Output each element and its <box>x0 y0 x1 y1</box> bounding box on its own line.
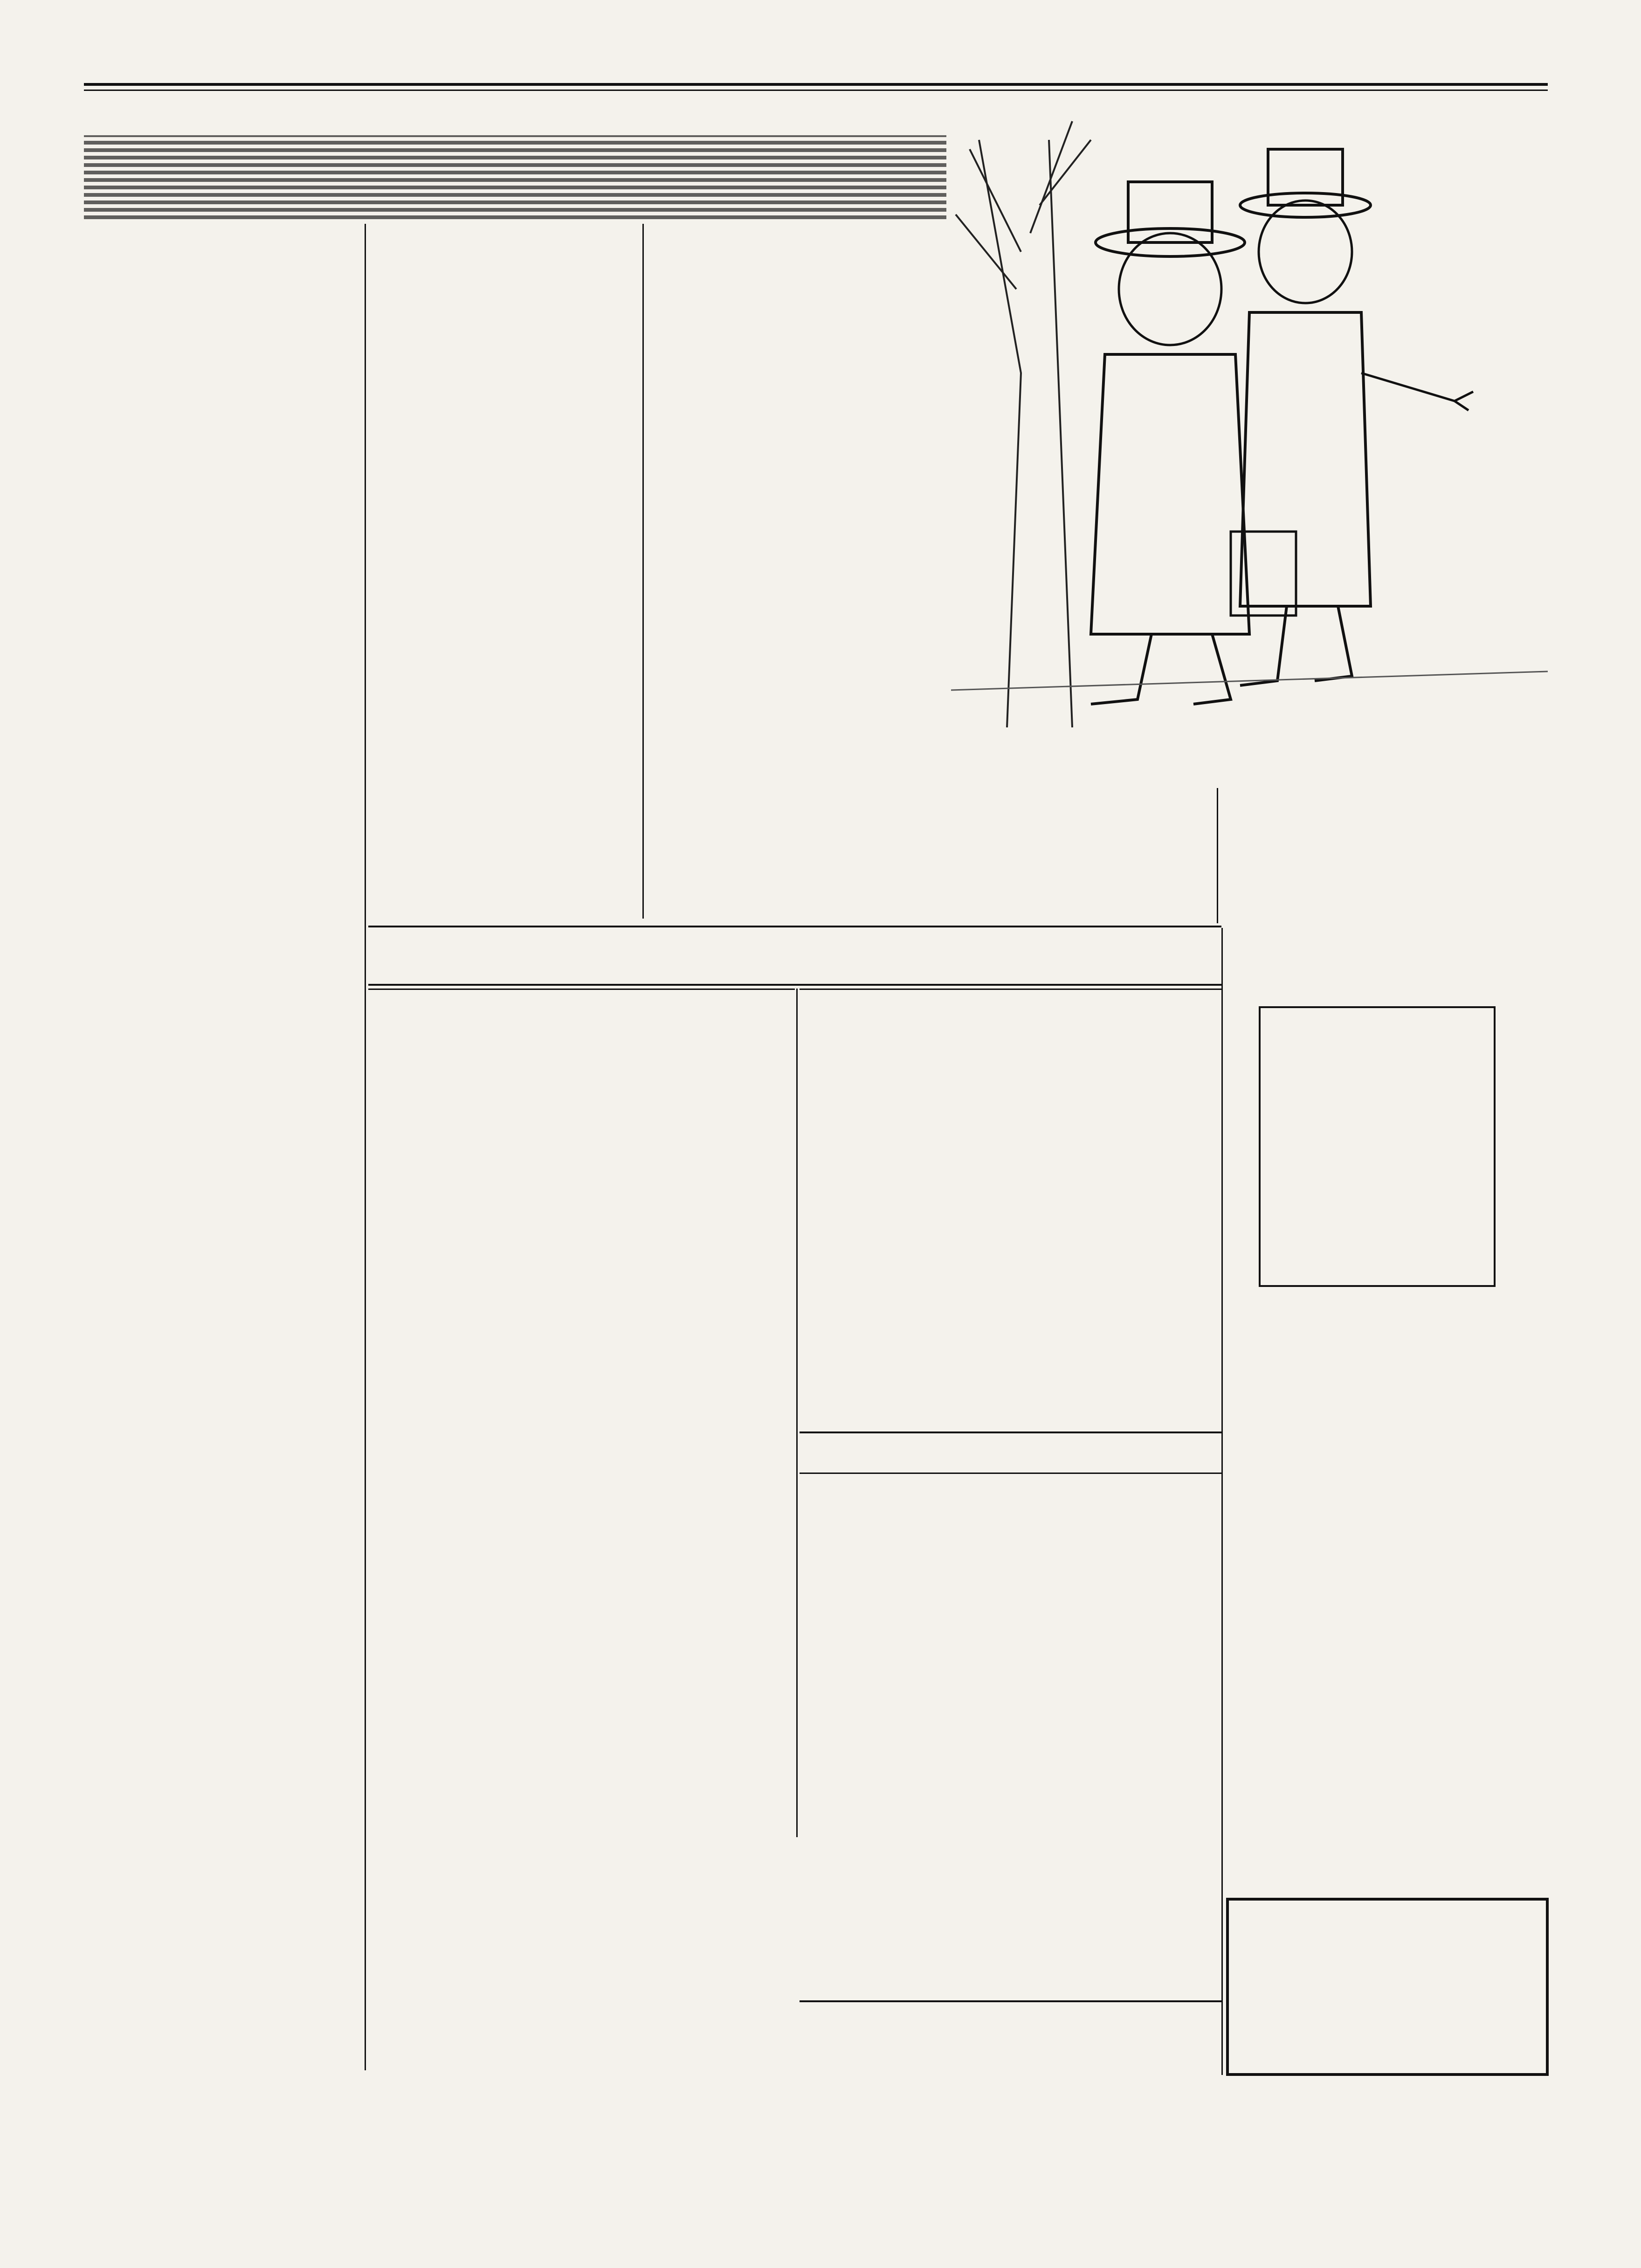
televisao-section <box>937 788 1212 923</box>
column-rule <box>365 224 366 2070</box>
header-rule-thin <box>84 90 1548 91</box>
gremio-rule <box>800 1431 1221 1433</box>
column-rule <box>1217 788 1218 923</box>
camisas-ad <box>1226 1898 1549 2076</box>
bolsa-right-table <box>800 989 1221 990</box>
bolsa-left-table <box>368 989 795 990</box>
gremio-section <box>800 1473 1221 1990</box>
palavras-clues <box>1226 1292 1548 1772</box>
column-rule <box>642 224 644 919</box>
banco-agricultura-ad <box>368 1846 536 1874</box>
crossword-row-numbers <box>1228 1006 1256 1283</box>
column-rule <box>1221 928 1223 2075</box>
masthead-logo <box>84 135 946 219</box>
gremio-table <box>800 1473 1221 1474</box>
masthead-text <box>84 135 946 219</box>
bolsa-right <box>800 989 1221 1427</box>
column-programas-cont <box>649 224 929 919</box>
burnay-ad <box>800 2000 1221 2072</box>
crossword-grid[interactable] <box>1259 1006 1496 1287</box>
header-rule <box>84 83 1548 86</box>
televisao-cont <box>1222 793 1502 923</box>
cartoon-drawing <box>951 112 1548 727</box>
column-programas <box>371 224 636 919</box>
bolsa-rule <box>368 984 1221 986</box>
column-rule <box>796 989 798 1837</box>
bolsa-rule <box>368 926 1221 927</box>
bolsa-left <box>368 989 795 1837</box>
column-left <box>84 224 359 2070</box>
cartoon-illustration <box>951 112 1548 727</box>
